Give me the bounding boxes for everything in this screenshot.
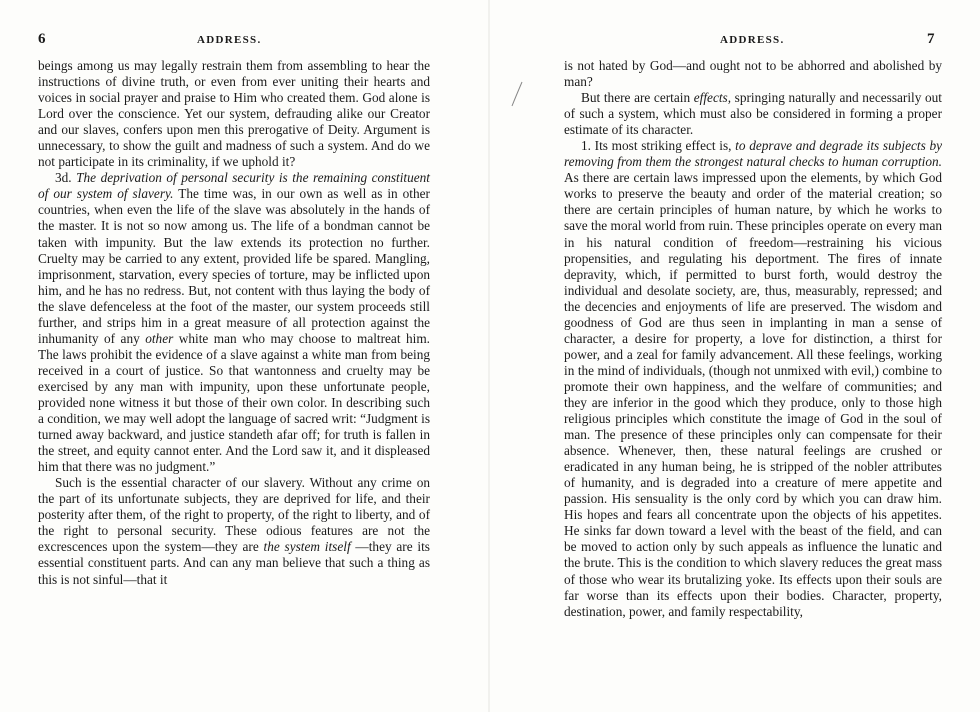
emphasis: The deprivation of personal security is the remaining constituent of our system of slavery. [38, 170, 430, 202]
text-run: But there are certain [581, 90, 694, 106]
section-number: 3d. [55, 170, 77, 186]
text-run: The time was, in our own as well as in other countries, when even the life of the slave was absolutely in the hands of the master. It is not so now among us. The life of a bondman cannot be taken with impunity. But the law extends its protection no further. Cruelty may be carried to any extent, provided life be spared. Mangling, imprisonment, starvation, every species of torture, may be inflicted upon him, and he has no redress. But, not content with thus laying the body of the slave defenceless at the foot of the master, our system proceeds still further, and strips him in a great measure of all protection against the inhumanity of any [38, 186, 430, 346]
text-run: Such is the essential character of our slavery. Without any crime on the part of its unfortunate subjects, they are deprived for life, and their posterity after them, of the right to property, of the right to liberty, and of the right to personal security. These odious features are not the excrescences upon the system—they are [38, 475, 430, 555]
running-head: ADDRESS. [720, 34, 785, 46]
paragraph [564, 90, 942, 138]
page-number: 6 [38, 31, 46, 47]
text-run: springing naturally and necessarily out of such a system, which must also be considered in forming a proper estimate of its character. [564, 90, 942, 138]
emphasis: other [145, 330, 174, 346]
paragraph [38, 170, 430, 475]
emphasis: to deprave and degrade its subjects by removing from them the strongest natural checks to human corruption. [564, 138, 942, 170]
body-text [564, 58, 942, 620]
paragraph [38, 475, 430, 587]
running-head: ADDRESS. [197, 34, 262, 46]
paragraph [564, 138, 942, 619]
text-run: 1. Its most striking effect is, [581, 138, 736, 154]
text-run: As there are certain laws impressed upon the elements, by which God works to preserve the beauty and order of the material creation; so there are certain principles of human nature, by which he works to save the moral world from ruin. These principles operate on every man in his natural condition of freedom—restraining his vicious propensities, and regulating his deportment. The fires of innate depravity, which, if permitted to burst forth, would destroy the individual and desolate society, are, thus, measurably, repressed; and the decencies and enjoyments of life are preserved. The wisdom and goodness of God are thus seen in implanting in man a sense of character, a desire for property, a love for distinction, a thirst for power, and a zeal for family advancement. All these feelings, working in the mind of individuals, (though not unmixed with evil,) combine to promote their own happiness, and the welfare of communities; and they are inferior in the good which they produce, only to those high religious principles which constitute the image of God in the soul of man. The presence of these principles only can compensate for their absence. Whenever, then, these natural feelings are crushed or eradicated in any human being, he is stripped of the nobler attributes of humanity, and is degraded into a creature of mere appetite and passion. His sensuality is the only cord by which you can draw him. His hopes and fears all concentrate upon the objects of his appetites. He sinks far down toward a level with the beast of the field, and can be moved to action only by such appeals as influence the lunatic and the brute. This is the condition to which slavery reduces the great mass of those who wear its brutalizing yoke. Its effects upon their souls are far worse than its effects upon their bodies. Character, property, destination, power, and family respectability, [564, 170, 942, 619]
page-number: 7 [927, 31, 935, 47]
body-text [38, 58, 430, 588]
emphasis: the system itself [263, 539, 351, 555]
paragraph: beings among us may legally restrain them from assembling to hear the instructions of divine truth, or even from ever uniting their hearts and voices in social prayer and praise to Him who created them. God alone is Lord over the conscience. Yet our system, defrauding alike our Creator and our slaves, confers upon men this prerogative of Deity. Argument is unnecessary, to show the guilt and madness of such a system. And do we not participate in its criminality, if we uphold it? [38, 58, 430, 170]
right-page [490, 0, 980, 712]
paragraph: is not hated by God—and ought not to be abhorred and abolished by man? [564, 58, 942, 90]
text-run: —they are its essential constituent parts. And can any man believe that such a thing as this is not sinful—that it [38, 539, 430, 587]
text-run: white man who may choose to maltreat him. The laws prohibit the evidence of a slave against a white man from being received in a court of justice. So that wantonness and cruelty may be exercised by any man with impunity, upon these unfortunate people, provided none witness it but those of their own color. In describing such a condition, we may well adopt the language of sacred writ: “Judgment is turned away backward, and justice standeth afar off; for truth is fallen in the street, and equity cannot enter. And the Lord saw it, and it displeased him that there was no judgment.” [38, 330, 430, 475]
emphasis: effects, [693, 90, 732, 106]
